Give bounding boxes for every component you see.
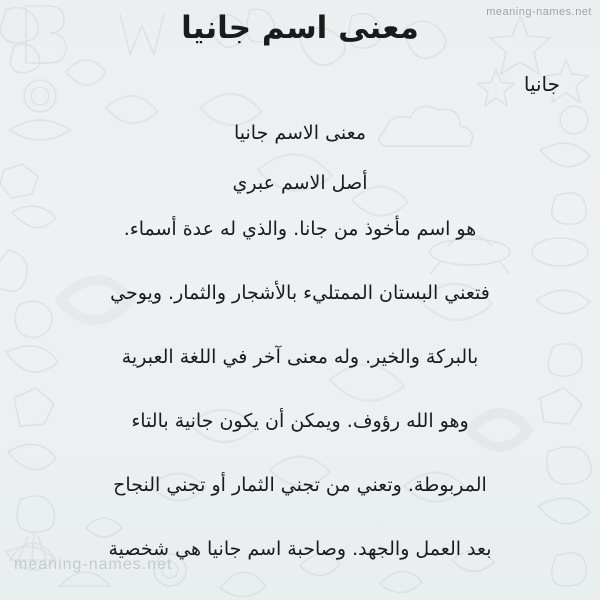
meaning-label: معنى الاسم جانيا: [233, 122, 367, 145]
watermark-top: meaning-names.net: [486, 6, 592, 18]
description-line: المربوطة. وتعني من تجني الثمار أو تجني النجاح: [113, 474, 487, 497]
name-value: جانيا: [523, 72, 560, 97]
description-line: وهو الله رؤوف. ويمكن أن يكون جانية بالتاء: [131, 410, 469, 433]
description-text: [18, 194, 582, 559]
description-line: فتعني البستان الممتليء بالأشجار والثمار. ويوحي: [110, 282, 490, 305]
description-line: بعد العمل والجهد. وصاحبة اسم جانيا هي شخصية: [108, 538, 492, 561]
origin-label: أصل الاسم عبري: [232, 172, 368, 195]
description-line: هو اسم مأخوذ من جانا. والذي له عدة أسماء.: [123, 218, 477, 241]
page-title: معنى اسم جانيا: [181, 10, 419, 46]
watermark-bottom: meaning-names.net: [14, 556, 173, 573]
description-line: بالبركة والخير. وله معنى آخر في اللغة العبرية: [121, 346, 479, 369]
